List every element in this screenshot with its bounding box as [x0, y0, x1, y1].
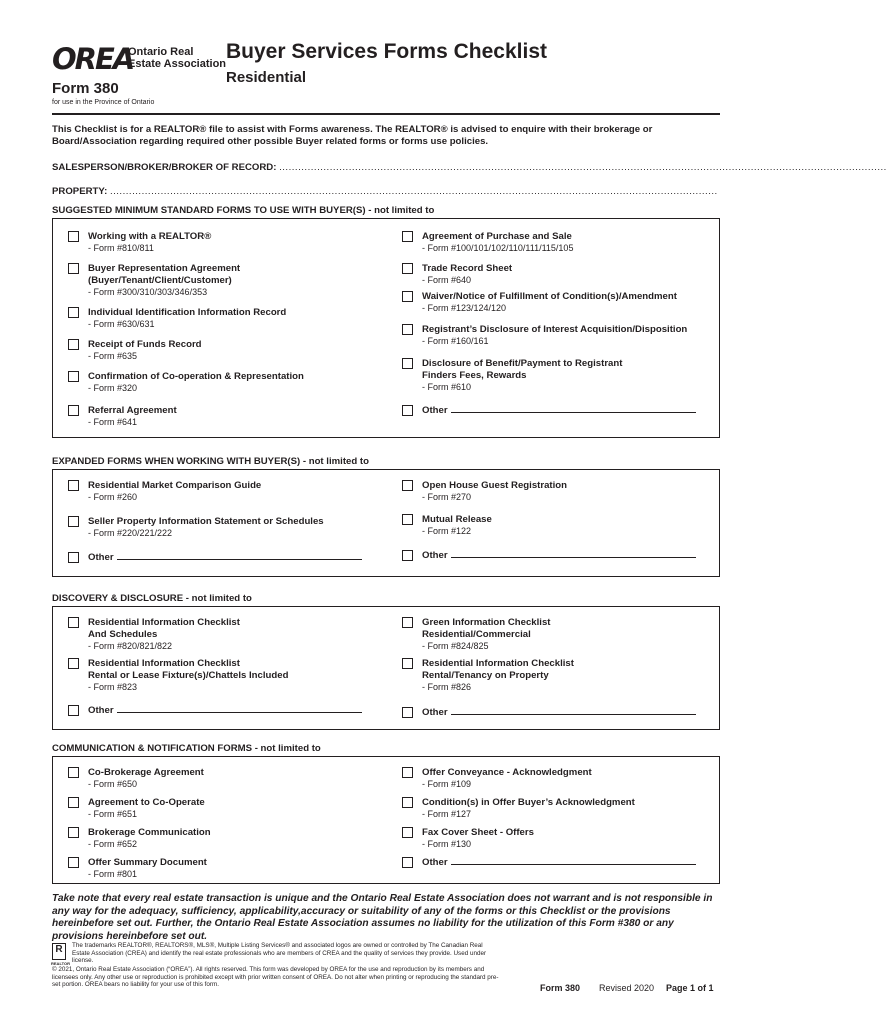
orea-logo: [52, 42, 227, 78]
copyright-notice: © 2021, Ontario Real Estate Association (“OREA”). All rights reserved. This form was developed by OREA for the use and reproduction by its members and licensees only. Any other use or reproduction is prohibited except with prior written consent of OREA. Do not alter when printing or reproducing the standard pre-set portion. OREA bears no liability for your use of this form.: [52, 966, 499, 989]
logo-org-name: Ontario Real Estate Association: [128, 46, 227, 70]
item-name: Individual Identification Information Record: [88, 307, 287, 318]
item-form-number: - Form #320: [88, 383, 138, 393]
section-box-expanded: [52, 469, 720, 577]
item-name: Offer Summary Document: [88, 857, 207, 868]
header-divider: [52, 113, 720, 115]
checkbox[interactable]: [68, 705, 79, 716]
other-field[interactable]: [88, 552, 362, 563]
item-form-number: - Form #100/101/102/110/111/115/105: [422, 243, 574, 253]
item-form-number: - Form #610: [422, 382, 472, 392]
footer-page-number: Page 1 of 1: [666, 983, 714, 993]
item-name: Working with a REALTOR®: [88, 231, 212, 242]
item-name: Condition(s) in Offer Buyer’s Acknowledgment: [422, 797, 635, 808]
checkbox[interactable]: [68, 552, 79, 563]
item-form-number: - Form #260: [88, 492, 138, 502]
item-form-number: - Form #826: [422, 682, 472, 692]
checkbox[interactable]: [68, 480, 79, 491]
property-field[interactable]: [52, 186, 720, 197]
checkbox[interactable]: [68, 231, 79, 242]
item-name: Fax Cover Sheet - Offers: [422, 827, 534, 838]
other-label: Other: [422, 405, 448, 416]
item-form-number: - Form #630/631: [88, 319, 155, 329]
property-label: PROPERTY:: [52, 186, 108, 197]
other-field[interactable]: [88, 705, 362, 716]
form-number: Form 380: [52, 80, 119, 97]
checkbox[interactable]: [402, 514, 413, 525]
other-underline[interactable]: [451, 714, 696, 715]
section-heading-minimum: SUGGESTED MINIMUM STANDARD FORMS TO USE WITH BUYER(S) - not limited to: [52, 205, 435, 216]
checkbox[interactable]: [68, 658, 79, 669]
logo-mark: OREA: [52, 42, 134, 76]
other-field[interactable]: [422, 550, 696, 561]
checkbox[interactable]: [402, 827, 413, 838]
page-subtitle: Residential: [226, 69, 307, 86]
other-label: Other: [422, 857, 448, 868]
item-name: Residential Information Checklist Rental/Tenancy on Property: [422, 658, 574, 681]
checkbox[interactable]: [68, 307, 79, 318]
other-label: Other: [88, 552, 114, 563]
checkbox[interactable]: [68, 405, 79, 416]
item-name: Receipt of Funds Record: [88, 339, 202, 350]
item-name: Open House Guest Registration: [422, 480, 567, 491]
other-underline[interactable]: [117, 559, 362, 560]
section-heading-communication: COMMUNICATION & NOTIFICATION FORMS - not limited to: [52, 743, 321, 754]
checkbox[interactable]: [402, 291, 413, 302]
checkbox[interactable]: [68, 617, 79, 628]
other-field[interactable]: [422, 707, 696, 718]
item-form-number: - Form #820/821/822: [88, 641, 173, 651]
checkbox[interactable]: [402, 857, 413, 868]
checkbox[interactable]: [68, 857, 79, 868]
item-form-number: - Form #270: [422, 492, 472, 502]
item-form-number: - Form #641: [88, 417, 138, 427]
checkbox[interactable]: [402, 324, 413, 335]
item-form-number: - Form #823: [88, 682, 138, 692]
checkbox[interactable]: [402, 658, 413, 669]
item-form-number: - Form #640: [422, 275, 472, 285]
item-form-number: - Form #127: [422, 809, 472, 819]
item-name: Referral Agreement: [88, 405, 177, 416]
item-name: Buyer Representation Agreement (Buyer/Tenant/Client/Customer): [88, 263, 241, 286]
item-form-number: - Form #824/825: [422, 641, 489, 651]
item-name: Seller Property Information Statement or Schedules: [88, 516, 324, 527]
item-form-number: - Form #635: [88, 351, 138, 361]
item-form-number: - Form #810/811: [88, 243, 154, 253]
checkbox[interactable]: [402, 405, 413, 416]
checkbox[interactable]: [402, 358, 413, 369]
item-form-number: - Form #651: [88, 809, 138, 819]
other-label: Other: [422, 707, 448, 718]
checkbox[interactable]: [68, 263, 79, 274]
item-name: Confirmation of Co-operation & Representation: [88, 371, 304, 382]
item-name: Offer Conveyance - Acknowledgment: [422, 767, 592, 778]
item-form-number: - Form #123/124/120: [422, 303, 507, 313]
item-name: Disclosure of Benefit/Payment to Registrant Finders Fees, Rewards: [422, 358, 623, 381]
checkbox[interactable]: [402, 480, 413, 491]
item-name: Agreement of Purchase and Sale: [422, 231, 572, 242]
section-box-minimum: [52, 218, 720, 438]
section-heading-discovery: DISCOVERY & DISCLOSURE - not limited to: [52, 593, 252, 604]
checkbox[interactable]: [68, 339, 79, 350]
salesperson-field[interactable]: [52, 162, 887, 173]
item-name: Green Information Checklist Residential/Commercial: [422, 617, 551, 640]
checkbox[interactable]: [68, 797, 79, 808]
item-name: Brokerage Communication: [88, 827, 211, 838]
item-form-number: - Form #122: [422, 526, 472, 536]
realtor-logo-icon: R: [52, 943, 66, 960]
province-note: for use in the Province of Ontario: [52, 99, 155, 106]
other-underline[interactable]: [451, 864, 696, 865]
item-name: Residential Information Checklist And Schedules: [88, 617, 240, 640]
item-name: Co-Brokerage Agreement: [88, 767, 204, 778]
checkbox[interactable]: [402, 550, 413, 561]
section-heading-expanded: EXPANDED FORMS WHEN WORKING WITH BUYER(S) - not limited to: [52, 456, 369, 467]
checkbox[interactable]: [68, 767, 79, 778]
item-form-number: - Form #652: [88, 839, 138, 849]
checkbox[interactable]: [402, 767, 413, 778]
trademark-notice: The trademarks REALTOR®, REALTORS®, MLS®, Multiple Listing Services® and associated logos are owned or controlled by The Canadian Real Estate Association (CREA) and identify the real estate professionals who are members of CREA and the quality of services they provide. Used under license.: [72, 942, 487, 965]
item-form-number: - Form #220/221/222: [88, 528, 173, 538]
checkbox[interactable]: [402, 263, 413, 274]
other-field[interactable]: [422, 405, 696, 416]
item-form-number: - Form #650: [88, 779, 138, 789]
other-label: Other: [422, 550, 448, 561]
other-underline[interactable]: [451, 557, 696, 558]
footer-revised: Revised 2020: [599, 983, 655, 993]
other-field[interactable]: [422, 857, 696, 868]
realtor-logo-caption: REALTOR: [51, 961, 70, 966]
checkbox[interactable]: [68, 371, 79, 382]
item-form-number: - Form #130: [422, 839, 472, 849]
checkbox[interactable]: [402, 231, 413, 242]
item-name: Residential Market Comparison Guide: [88, 480, 262, 491]
item-name: Residential Information Checklist Rental or Lease Fixture(s)/Chattels Included: [88, 658, 289, 681]
other-label: Other: [88, 705, 114, 716]
other-underline[interactable]: [451, 412, 696, 413]
checkbox[interactable]: [402, 617, 413, 628]
item-name: Registrant’s Disclosure of Interest Acquisition/Disposition: [422, 324, 688, 335]
checkbox[interactable]: [68, 827, 79, 838]
checkbox[interactable]: [402, 707, 413, 718]
checkbox[interactable]: [68, 516, 79, 527]
footer-form-number: Form 380: [540, 983, 581, 993]
salesperson-dots: ................................................................................................................................................................................................: [279, 162, 887, 173]
item-form-number: - Form #160/161: [422, 336, 489, 346]
item-form-number: - Form #109: [422, 779, 472, 789]
property-dots: ................................................................................................................................................................................................: [109, 186, 718, 197]
item-name: Waiver/Notice of Fulfillment of Condition(s)/Amendment: [422, 291, 677, 302]
checkbox[interactable]: [402, 797, 413, 808]
item-form-number: - Form #300/310/303/346/353: [88, 287, 208, 297]
item-name: Agreement to Co-Operate: [88, 797, 205, 808]
disclaimer-text: Take note that every real estate transaction is unique and the Ontario Real Estate Association does not warrant and is not responsible in any way for the adequacy, sufficiency, applicability,accuracy or suitability of any of the forms or this Checklist or the provisions hereinbefore set out. Further, the Ontario Real Estate Association assumes no liability for the utilization of this Form #380 or any provisions hereinbefore set out.: [52, 893, 713, 942]
section-box-communication: [52, 756, 720, 884]
intro-text: This Checklist is for a REALTOR® file to assist with Forms awareness. The REALTOR® is advised to enquire with their brokerage or Board/Association regarding required other possible Buyer related forms or forms use policies.: [52, 124, 653, 147]
item-name: Mutual Release: [422, 514, 492, 525]
item-name: Trade Record Sheet: [422, 263, 513, 274]
other-underline[interactable]: [117, 712, 362, 713]
salesperson-label: SALESPERSON/BROKER/BROKER OF RECORD:: [52, 162, 277, 173]
page-title: Buyer Services Forms Checklist: [226, 40, 547, 63]
item-form-number: - Form #801: [88, 869, 138, 879]
section-box-discovery: [52, 606, 720, 730]
